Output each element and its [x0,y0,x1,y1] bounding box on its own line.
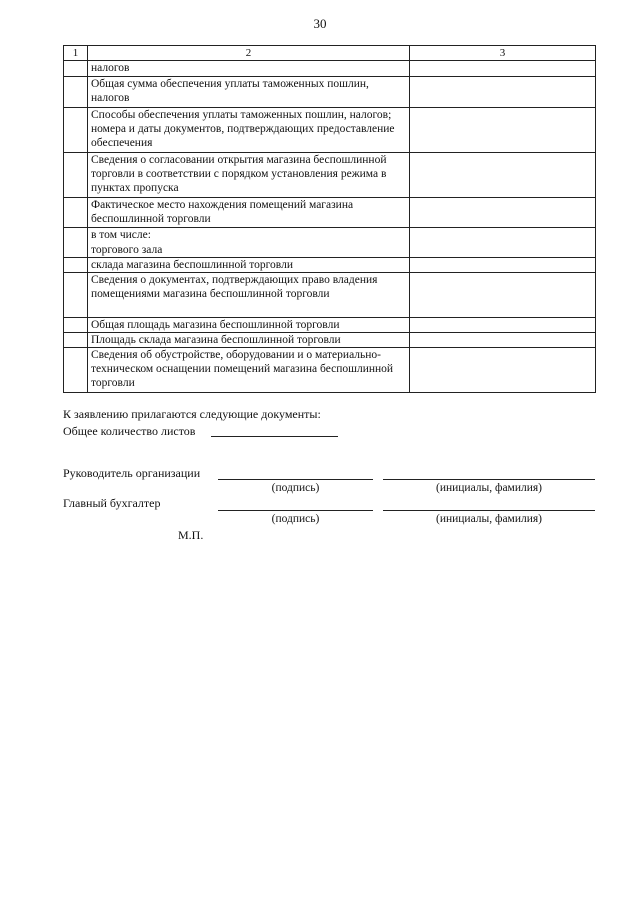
row-value [410,273,596,318]
row-value [410,77,596,108]
row-label: Способы обеспечения уплаты таможенных пошлин, налогов; номера и даты документов, подтверждающих предоставление обеспечения [88,108,410,153]
row-value [410,108,596,153]
row-label: в том числе: [88,228,410,243]
table-row [64,228,596,243]
accountant-signature-caption: (подпись) [271,513,320,525]
row-value [410,153,596,198]
row-label: Общая сумма обеспечения уплаты таможенных пошлин, налогов [88,77,410,108]
row-label: Площадь склада магазина беспошлинной торговли [88,333,410,348]
table-header-row [64,46,596,61]
attached-docs-text: К заявлению прилагаются следующие документы: [63,407,321,421]
head-name-caption: (инициалы, фамилия) [435,482,543,494]
table-row [64,333,596,348]
total-sheets-label: Общее количество листов [63,424,196,438]
form-table [63,45,596,393]
accountant-name-field[interactable] [383,510,595,511]
table-row [64,318,596,333]
row-label: склада магазина беспошлинной торговли [88,258,410,273]
head-name-field[interactable] [383,479,595,480]
page-number: 30 [313,16,327,31]
row-label: Фактическое место нахождения помещений магазина беспошлинной торговли [88,198,410,228]
row-label: Сведения о согласовании открытия магазина беспошлинной торговли в соответствии с порядком установления режима в пунктах пропуска [88,153,410,198]
row-value [410,348,596,393]
total-sheets-field[interactable] [211,436,338,437]
row-value [410,318,596,333]
row-value [410,228,596,243]
table-row [64,153,596,198]
table-row [64,273,596,318]
header-col-1: 1 [64,46,88,61]
row-value [410,61,596,77]
table-row [64,108,596,153]
row-value [410,243,596,258]
row-label: Сведения об обустройстве, оборудовании и о материально-техническом оснащении помещений магазина беспошлинной торговли [88,348,410,393]
row-value [410,258,596,273]
row-label: налогов [88,61,410,77]
table-row [64,198,596,228]
row-value [410,198,596,228]
table-row [64,61,596,77]
table-row [64,258,596,273]
row-label: Сведения о документах, подтверждающих право владения помещениями магазина беспошлинной торговли [88,273,410,318]
row-label: Общая площадь магазина беспошлинной торговли [88,318,410,333]
accountant-signature-field[interactable] [218,510,373,511]
table-row [64,348,596,393]
head-label: Руководитель организации [63,466,201,480]
header-col-3: 3 [410,46,596,61]
row-label: торгового зала [88,243,410,258]
head-signature-caption: (подпись) [271,482,320,494]
table-row [64,243,596,258]
header-col-2: 2 [88,46,410,61]
table-row [64,77,596,108]
stamp-placeholder: М.П. [178,528,204,542]
accountant-label: Главный бухгалтер [63,496,161,510]
accountant-name-caption: (инициалы, фамилия) [435,513,543,525]
head-signature-field[interactable] [218,479,373,480]
row-value [410,333,596,348]
